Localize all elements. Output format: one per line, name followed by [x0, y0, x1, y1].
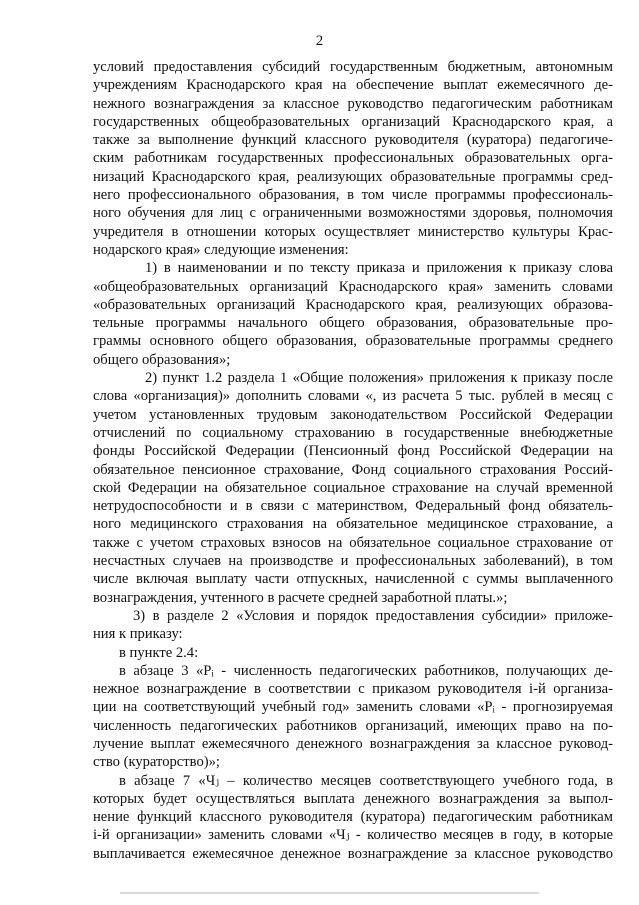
text-line: нение функций классного руководителя (куратора) педагогическим работникам [93, 809, 613, 826]
text-line: государственных общеобразовательных организаций Краснодарского края, а [93, 113, 613, 130]
text-line: которых будет осуществляться выплата денежного вознаграждения за выпол- [93, 790, 613, 807]
text-line: граммы основного общего образования, образовательные программы среднего [93, 333, 613, 350]
text-line: ного обучения для лиц с ограниченными возможностями здоровья, полномочия [93, 205, 613, 222]
list-item-2: 2) пункт 1.2 раздела 1 «Общие положения» приложения к приказу после [145, 370, 613, 387]
text-line: учредителя в отношении которых осуществляет министерство культуры Крас- [93, 223, 613, 240]
text-line: ство (кураторство)»; [93, 754, 220, 771]
text-line: ции на соответствующий учебный год» заменить словами «Pᵢ - прогнозируемая [93, 699, 613, 716]
text-line: ния к приказу: [93, 626, 183, 643]
text-line: также с учетом страховых взносов на обязательное социальное страхование от [93, 534, 613, 551]
text-line: также за выполнение функций классного руководителя (куратора) педагогиче- [93, 132, 613, 149]
text-line: лучение выплат ежемесячного денежного вознаграждения за классное руковод- [93, 735, 613, 752]
text-line: «образовательных организаций Краснодарского края, реализующих образова- [93, 296, 613, 313]
text-line: нежного вознаграждения за классное руководство педагогическим работникам [93, 95, 613, 112]
text-line: нежное вознаграждение в соответствии с приказом руководителя i-й организа- [93, 681, 613, 698]
text-line: «общеобразовательных организаций Краснодарского края» заменить словами [93, 278, 613, 295]
text-line: ским работникам государственных профессиональных образовательных орга- [93, 150, 613, 167]
text-line: учреждениям Краснодарского края на обеспечение выплат ежемесячного де- [93, 77, 613, 94]
text-line: i-й организации» заменить словами «Чⱼ - количество месяцев в году, в которые [93, 827, 613, 844]
scan-edge-mark [120, 892, 539, 894]
text-line: нетрудоспособности и в связи с материнством, Федеральный фонд обязатель- [93, 498, 613, 515]
sub-item-paragraph: в абзаце 7 «Чⱼ – количество месяцев соответствующего учебного года, в [119, 772, 613, 789]
text-line: числе включая выплату части отпускных, начисленной с суммы выплаченного [93, 571, 613, 588]
text-line: ного медицинского страхования на обязательное медицинское страхование, а [93, 516, 613, 533]
text-line: обязательное пенсионное страхование, Фонд социального страхования Россий- [93, 461, 613, 478]
text-line: условий предоставления субсидий государственным бюджетным, автономным [93, 59, 613, 75]
list-item-1: 1) в наименовании и по тексту приказа и приложения к приказу слова [145, 260, 613, 277]
text-line: ской Федерации на обязательное социальное страхование на случай временной [93, 479, 613, 496]
text-line: учетом установленных трудовым законодательством Российской Федерации [93, 406, 613, 423]
text-line: выплачивается ежемесячное денежное вознаграждение за классное руководство [93, 845, 613, 862]
list-item-3: 3) в разделе 2 «Условия и порядок предоставления субсидии» приложе- [133, 607, 613, 624]
text-line: фонды Российской Федерации (Пенсионный фонд Российской Федерации на [93, 443, 613, 460]
page-number: 2 [315, 33, 324, 49]
text-line: численность педагогических работников организаций, имеющих право на по- [93, 717, 613, 734]
text-line: вознаграждения, учтенного в расчете средней заработной платы.»; [93, 589, 508, 606]
text-line: несчастных случаев на производстве и профессиональных заболеваний), в том [93, 553, 613, 570]
document-body [93, 58, 613, 863]
text-line: нодарского края» следующие изменения: [93, 241, 349, 258]
text-line: отчислений по социальному страхованию в государственные внебюджетные [93, 424, 613, 441]
text-line: него профессионального образования, в том числе программы профессиональ- [93, 187, 613, 204]
text-line: низаций Краснодарского края, реализующих образовательные программы сред- [93, 168, 613, 185]
text-line: тельные программы начального общего образования, образовательные про- [93, 315, 613, 332]
text-line: слова «организация)» дополнить словами «, из расчета 5 тыс. рублей в месяц с [93, 388, 613, 405]
sub-item-header: в пункте 2.4: [119, 644, 199, 661]
sub-item-paragraph: в абзаце 3 «Pᵢ - численность педагогических работников, получающих де- [119, 662, 613, 679]
text-line: общего образования»; [93, 351, 231, 368]
